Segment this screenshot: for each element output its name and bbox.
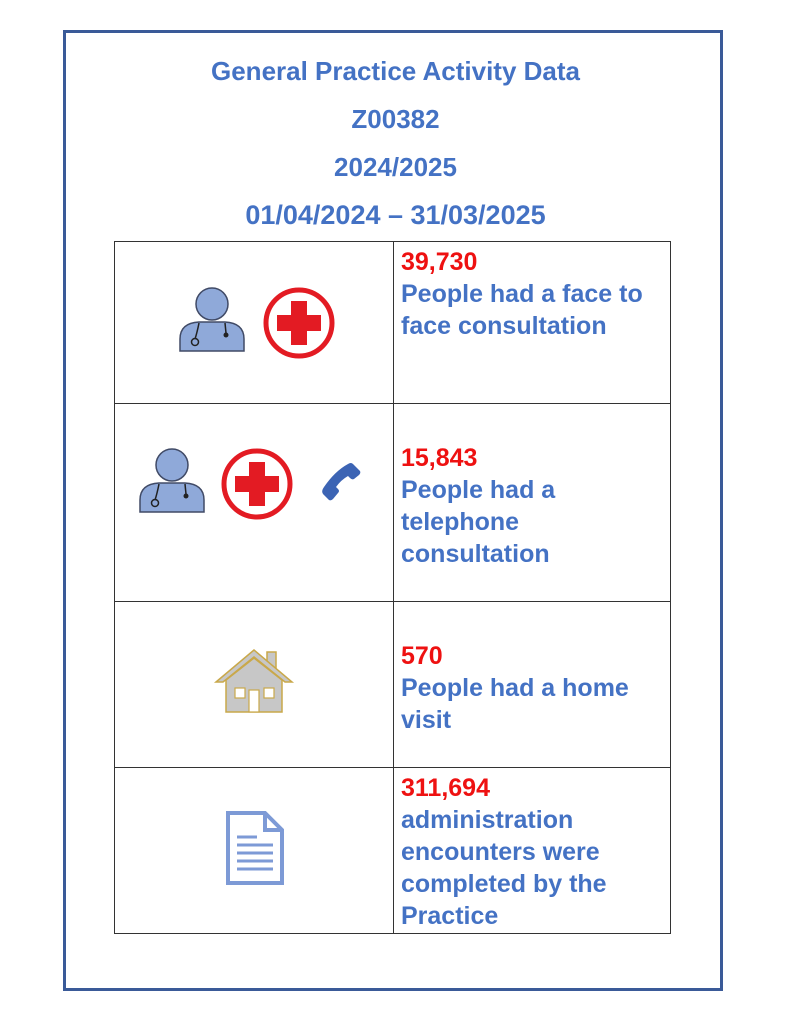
- telephone-icon: [319, 460, 363, 504]
- icon-cell: [115, 602, 394, 768]
- date-range: 01/04/2024 – 31/03/2025: [245, 200, 546, 230]
- activity-text-cell: [394, 602, 671, 768]
- activity-description: People had a home visit: [401, 674, 629, 734]
- medical-cross-icon: [221, 448, 293, 520]
- icon-cell: [115, 242, 394, 404]
- activity-text-cell: [394, 768, 671, 934]
- table-row: [115, 404, 671, 602]
- icon-cell: [115, 768, 394, 934]
- financial-year: 2024/2025: [334, 152, 457, 182]
- activity-count: 311,694: [401, 774, 490, 802]
- icon-cell: [115, 404, 394, 602]
- page-header: [0, 52, 791, 244]
- activity-description: People had a telephone consultation: [401, 476, 556, 568]
- table-row: [115, 242, 671, 404]
- doctor-icon: [177, 287, 247, 353]
- table-row: [115, 768, 671, 934]
- document-icon: [225, 810, 285, 886]
- activity-description: administration encounters were completed by the Practice: [401, 806, 607, 930]
- practice-code: Z00382: [351, 104, 440, 134]
- medical-cross-icon: [263, 287, 335, 359]
- activity-text-cell: [394, 404, 671, 602]
- activity-description: People had a face to face consultation: [401, 280, 643, 340]
- report-title: General Practice Activity Data: [211, 56, 580, 86]
- house-icon: [213, 646, 295, 716]
- activity-text-cell: [394, 242, 671, 404]
- activity-count: 570: [401, 642, 443, 670]
- table-row: [115, 602, 671, 768]
- activity-table: [114, 241, 671, 934]
- activity-count: 39,730: [401, 248, 478, 276]
- doctor-icon: [137, 448, 207, 514]
- activity-count: 15,843: [401, 444, 478, 472]
